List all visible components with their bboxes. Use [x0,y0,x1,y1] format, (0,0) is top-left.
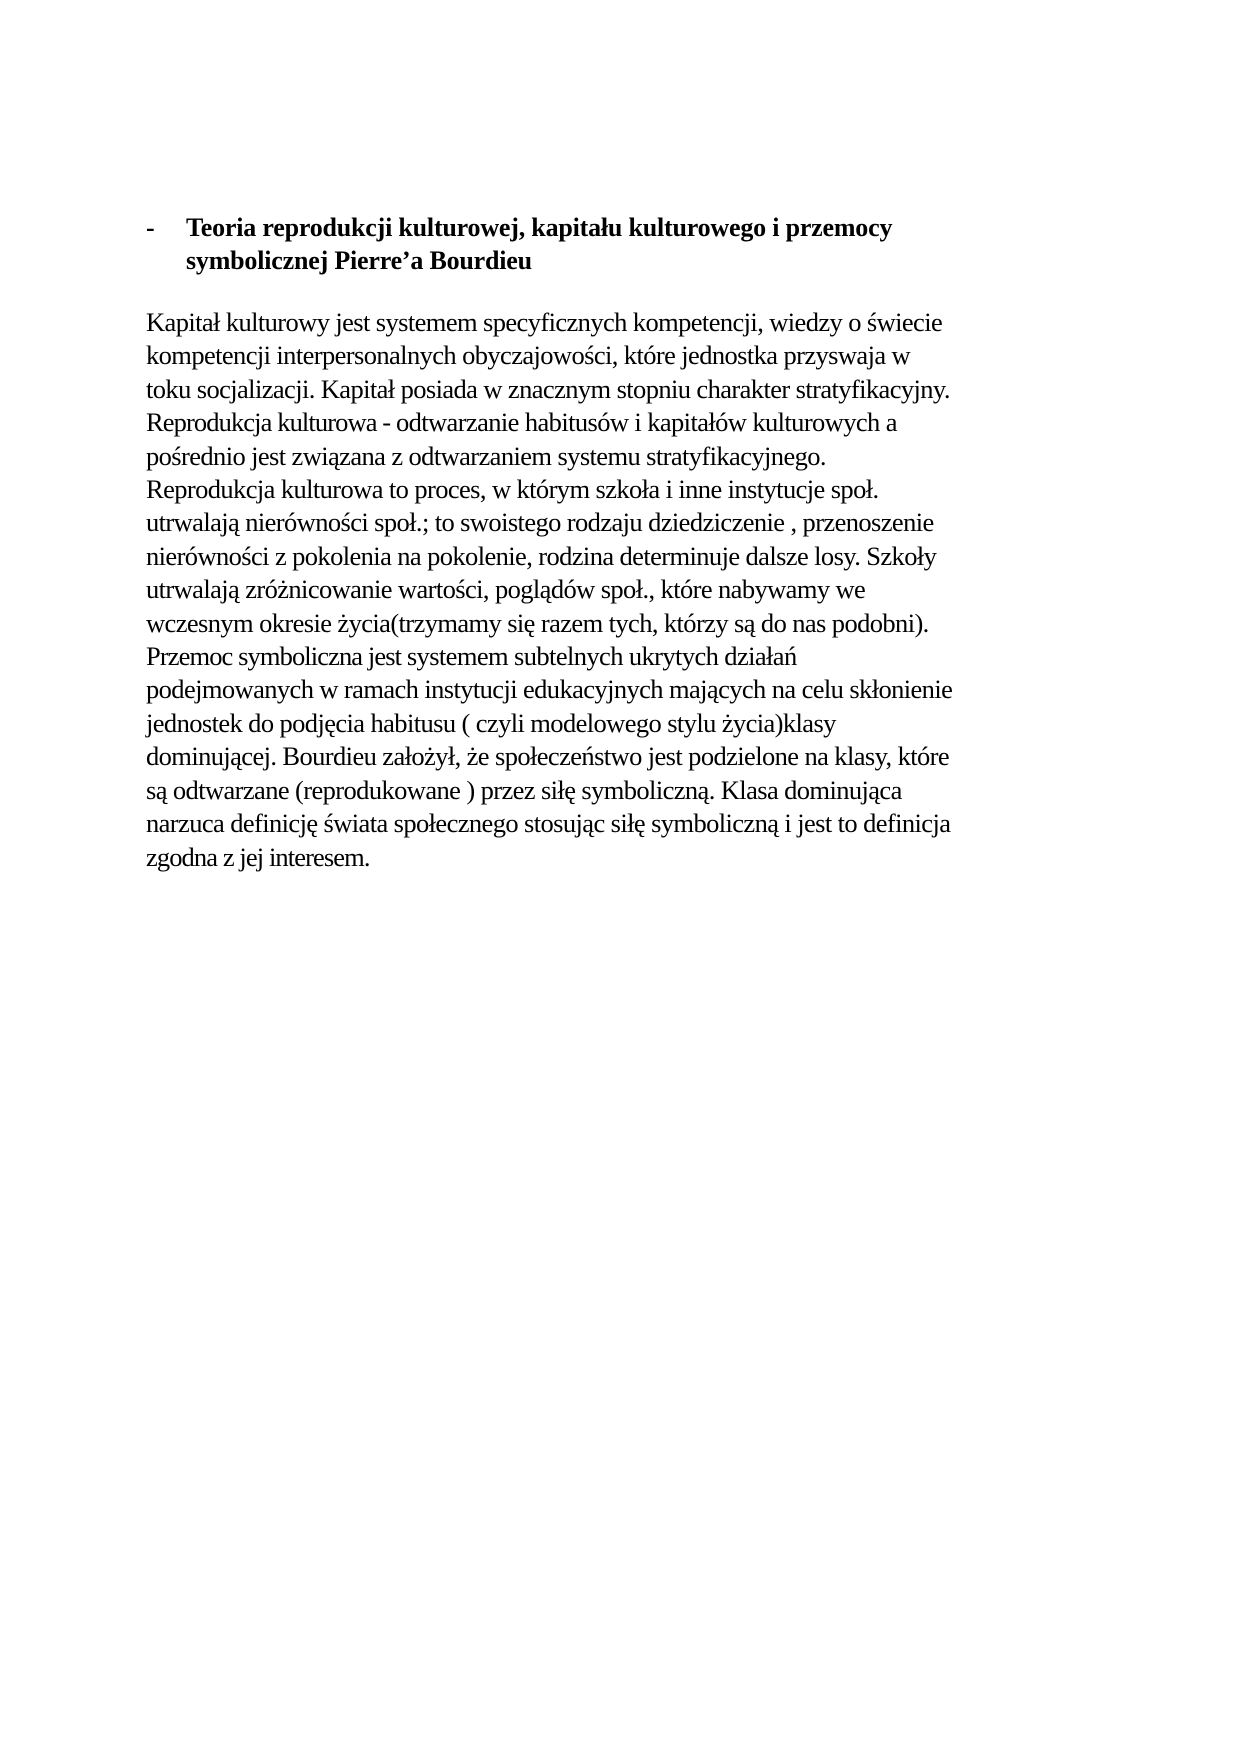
body-line-2: kompetencji interpersonalnych obyczajowości, które jednostka przyswaja w [146,340,911,371]
section-heading [146,211,1046,277]
body-line-1: Kapitał kulturowy jest systemem specyficznych kompetencji, wiedzy o świecie [146,307,943,337]
heading-title [186,211,1046,277]
body-line-13: jednostek do podjęcia habitusu ( czyli modelowego stylu życia)klasy [146,707,836,738]
term-reprodukcja-kulturowa: Reprodukcja kulturowa - [146,407,396,438]
body-line-14: dominującej. Bourdieu założył, że społeczeństwo jest podzielone na klasy, które [146,741,950,772]
body-paragraph [146,306,1106,874]
body-line-12: podejmowanych w ramach instytucji edukacyjnych mających na celu skłonienie [146,674,953,705]
body-line-16: narzuca definicję świata społecznego stosując siłę symboliczną i jest to definicja [146,808,951,839]
heading-line-2: symbolicznej Pierre’a Bourdieu [186,246,532,275]
body-line-15: są odtwarzane (reprodukowane ) przez siłę symboliczną. Klasa dominująca [146,774,902,805]
body-line-6: Reprodukcja kulturowa to proces, w którym szkoła i inne instytucje społ. [146,474,879,505]
heading-line-1: Teoria reprodukcji kulturowej, kapitału kulturowego i przemocy [186,213,893,242]
body-line-17: zgodna z jej interesem. [146,841,370,872]
term-przemoc-symboliczna: Przemoc symboliczna jest [146,641,407,672]
body-line-11 [146,640,1106,673]
body-line-10: wczesnym okresie życia(trzymamy się razem tych, którzy są do nas podobni). [146,607,929,638]
definition-text: systemem subtelnych ukrytych działań [406,641,797,672]
body-line-8: nierówności z pokolenia na pokolenie, rodzina determinuje dalsze losy. Szkoły [146,540,937,571]
body-line-4 [146,406,1106,439]
body-line-7: utrwalają nierówności społ.; to swoistego rodzaju dziedziczenie , przenoszenie [146,507,934,538]
heading-bullet: - [146,213,155,242]
body-line-3: toku socjalizacji. Kapitał posiada w znacznym stopniu charakter stratyfikacyjny. [146,373,950,404]
body-line-9: utrwalają zróżnicowanie wartości, poglądów społ., które nabywamy we [146,574,866,605]
body-line-5: pośrednio jest związana z odtwarzaniem systemu stratyfikacyjnego. [146,440,826,471]
definition-text: odtwarzanie habitusów i kapitałów kulturowych a [395,407,897,438]
